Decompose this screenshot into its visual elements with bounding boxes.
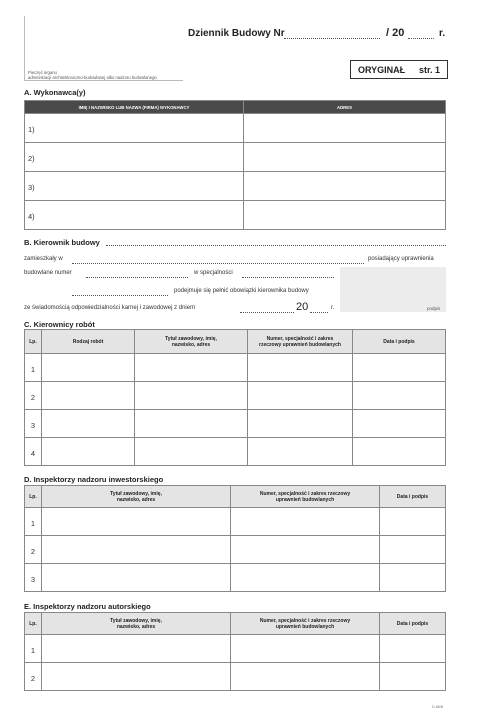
contractor-cell[interactable]	[25, 201, 244, 230]
section-a-table	[24, 100, 446, 230]
responsibility-text: ze świadomością odpowiedzialności karnej i zawodowej z dniem	[24, 305, 196, 311]
lp-cell	[25, 564, 42, 592]
table-row	[25, 172, 446, 201]
address-cell[interactable]	[244, 201, 446, 230]
table-row	[25, 354, 446, 382]
year-prefix: / 20	[386, 27, 405, 39]
lp-cell	[25, 382, 42, 410]
row-number: 2	[30, 546, 36, 556]
signature-cell[interactable]	[380, 663, 446, 691]
section-b-title: B. Kierownik budowy	[24, 238, 100, 247]
lp-cell	[25, 354, 42, 382]
row-number: 1	[30, 645, 36, 655]
section-d-table	[24, 485, 446, 592]
section-c-title: C. Kierownicy robót	[24, 320, 95, 329]
col-license-line2: rzeczowy uprawnień budowlanych	[259, 341, 341, 348]
license-cell[interactable]	[231, 508, 380, 536]
col-lp: Lp.	[25, 330, 42, 354]
residence-field[interactable]	[72, 263, 364, 264]
work-type-cell[interactable]	[42, 354, 135, 382]
col-license-line1: Numer, specjalność i zakres	[266, 335, 334, 342]
table-row	[25, 564, 446, 592]
original-label: ORYGINAŁ	[357, 64, 406, 75]
lp-cell	[25, 663, 42, 691]
col-title-line2: nazwisko, adres	[171, 341, 211, 348]
signature-cell[interactable]	[380, 536, 446, 564]
address-cell[interactable]	[244, 143, 446, 172]
table-row	[25, 635, 446, 663]
signature-cell[interactable]	[380, 564, 446, 592]
lp-cell	[25, 410, 42, 438]
stamp-note-line1: Pieczęć organu	[28, 70, 57, 75]
col-lp: Lp.	[25, 613, 42, 635]
work-type-cell[interactable]	[42, 438, 135, 466]
license-cell[interactable]	[231, 536, 380, 564]
col-title-line2: nazwisko, adres	[116, 623, 156, 630]
specialty-field[interactable]	[242, 277, 334, 278]
col-title-line1: Tytuł zawodowy, imię,	[165, 335, 217, 342]
lp-cell	[25, 536, 42, 564]
contractor-cell[interactable]	[25, 143, 244, 172]
name-cell[interactable]	[135, 438, 248, 466]
stamp-note	[28, 70, 157, 80]
col-title-line1: Tytuł zawodowy, imię,	[110, 490, 162, 497]
year-suffix: r.	[439, 28, 446, 39]
table-row	[25, 114, 446, 143]
col-license-line1: Numer, specjalność i zakres rzeczowy	[259, 490, 351, 497]
license-cell[interactable]	[231, 564, 380, 592]
section-a-title: A. Wykonawca(y)	[24, 88, 86, 97]
original-badge	[350, 60, 448, 79]
lp-cell	[25, 508, 42, 536]
table-row	[25, 536, 446, 564]
col-title-line2: nazwisko, adres	[116, 496, 156, 503]
address-cell[interactable]	[244, 172, 446, 201]
license-cell[interactable]	[248, 410, 353, 438]
work-type-cell[interactable]	[42, 382, 135, 410]
specialty-continued-field[interactable]	[72, 295, 168, 296]
signature-cell[interactable]	[353, 438, 446, 466]
qualifications-label: posiadający uprawnienia	[368, 256, 434, 262]
section-e-table	[24, 612, 446, 691]
table-row	[25, 143, 446, 172]
col-license-scope	[231, 486, 380, 508]
contractor-cell[interactable]	[25, 172, 244, 201]
license-number-label: budowlane numer	[24, 270, 72, 276]
specialty-label: w specjalności	[194, 270, 233, 276]
col-license-scope	[231, 613, 380, 635]
stamp-note-line2: administracji architektoniczno-budowlanej albo nadzoru budowlanego	[28, 75, 157, 80]
signature-cell[interactable]	[380, 508, 446, 536]
name-cell[interactable]	[42, 564, 231, 592]
name-cell[interactable]	[42, 508, 231, 536]
signature-cell[interactable]	[380, 635, 446, 663]
address-cell[interactable]	[244, 114, 446, 143]
signature-cell[interactable]	[353, 410, 446, 438]
col-license-line1: Numer, specjalność i zakres rzeczowy	[259, 617, 351, 624]
row-number: 3	[30, 574, 36, 584]
col-date-signature: Data i podpis	[353, 330, 446, 354]
col-date-signature: Data i podpis	[380, 613, 446, 635]
form-code: D-kB/B	[432, 705, 444, 709]
name-cell[interactable]	[135, 410, 248, 438]
col-license-line2: uprawnień budowlanych	[275, 496, 335, 503]
residence-label: zamieszkały w	[24, 256, 63, 262]
license-cell[interactable]	[248, 382, 353, 410]
year-field[interactable]	[408, 38, 434, 39]
row-number: 4	[30, 448, 36, 458]
col-lp: Lp.	[25, 486, 42, 508]
lp-cell	[25, 438, 42, 466]
license-cell[interactable]	[248, 354, 353, 382]
start-year-prefix: 20	[296, 301, 309, 313]
table-row	[25, 508, 446, 536]
name-cell[interactable]	[42, 663, 231, 691]
row-number: 2	[30, 392, 36, 402]
start-year-field[interactable]	[310, 312, 328, 313]
signature-cell[interactable]	[353, 382, 446, 410]
table-row	[25, 663, 446, 691]
start-year-suffix: r.	[331, 305, 335, 311]
signature-label: podpis	[427, 306, 441, 311]
signature-cell[interactable]	[353, 354, 446, 382]
license-cell[interactable]	[248, 438, 353, 466]
col-title-line1: Tytuł zawodowy, imię,	[110, 617, 162, 624]
lp-cell	[25, 635, 42, 663]
col-work-type: Rodzaj robót	[42, 330, 135, 354]
col-date-signature: Data i podpis	[380, 486, 446, 508]
col-title-name-address	[135, 330, 248, 354]
row-number: 1)	[28, 125, 35, 134]
section-c-table	[24, 329, 446, 466]
name-cell[interactable]	[42, 635, 231, 663]
row-number: 2	[30, 673, 36, 683]
col-contractor-name: IMIĘ I NAZWISKO LUB NAZWA (FIRMA) WYKONAWCY	[25, 101, 244, 114]
col-license-scope	[248, 330, 353, 354]
journal-title: Dziennik Budowy Nr	[188, 28, 285, 39]
journal-number-field[interactable]	[284, 38, 380, 39]
row-number: 1	[30, 518, 36, 528]
site-manager-name-field[interactable]	[106, 245, 446, 246]
name-cell[interactable]	[135, 354, 248, 382]
undertaking-text: podejmuje się pełnić obowiązki kierownika budowy	[174, 288, 309, 294]
col-license-line2: uprawnień budowlanych	[275, 623, 335, 630]
section-e-title: E. Inspektorzy nadzoru autorskiego	[24, 602, 151, 611]
row-number: 2)	[28, 154, 35, 163]
row-number: 4)	[28, 212, 35, 221]
row-number: 3	[30, 420, 36, 430]
row-number: 1	[30, 364, 36, 374]
contractor-cell[interactable]	[25, 114, 244, 143]
table-row	[25, 382, 446, 410]
table-row	[25, 201, 446, 230]
license-cell[interactable]	[231, 663, 380, 691]
work-type-cell[interactable]	[42, 410, 135, 438]
table-row	[25, 438, 446, 466]
license-number-field[interactable]	[86, 277, 188, 278]
page-label: str. 1	[419, 64, 441, 75]
name-cell[interactable]	[135, 382, 248, 410]
section-d-title: D. Inspektorzy nadzoru inwestorskiego	[24, 475, 164, 484]
license-cell[interactable]	[231, 635, 380, 663]
col-title-name-address	[42, 486, 231, 508]
table-row	[25, 410, 446, 438]
row-number: 3)	[28, 183, 35, 192]
col-address: ADRES	[244, 101, 446, 114]
start-date-field[interactable]	[240, 312, 294, 313]
col-title-name-address	[42, 613, 231, 635]
name-cell[interactable]	[42, 536, 231, 564]
